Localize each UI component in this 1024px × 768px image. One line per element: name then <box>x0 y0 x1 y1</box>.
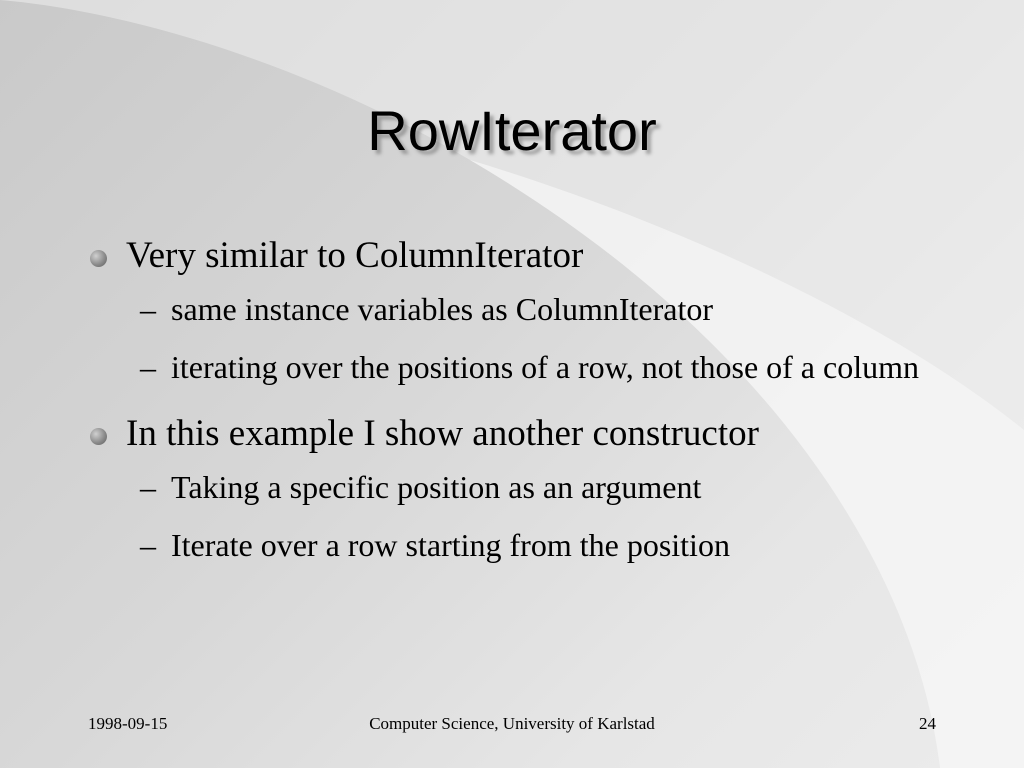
bullet-dot-icon <box>90 428 107 445</box>
bullet-dot-icon <box>90 250 107 267</box>
dash-marker: – <box>140 469 156 505</box>
sub-bullet-text: same instance variables as ColumnIterator <box>171 291 714 327</box>
dash-marker: – <box>140 291 156 327</box>
bullet-list <box>88 232 928 580</box>
sub-bullet-item <box>88 464 928 510</box>
sub-bullet-text: Iterate over a row starting from the position <box>171 527 730 563</box>
bullet-text: In this example I show another constructor <box>126 413 759 454</box>
slide-title: RowIterator <box>367 99 657 162</box>
dash-marker: – <box>140 349 156 385</box>
sub-bullet-text: iterating over the positions of a row, not those of a column <box>171 349 919 385</box>
bullet-item <box>88 410 928 458</box>
sub-bullet-item <box>88 286 928 332</box>
sub-bullet-item <box>88 344 928 390</box>
sub-bullet-item <box>88 522 928 568</box>
bullet-item <box>88 232 928 280</box>
sub-bullet-text: Taking a specific position as an argument <box>171 469 702 505</box>
footer-page-number: 24 <box>919 714 936 733</box>
dash-marker: – <box>140 527 156 563</box>
footer-date: 1998-09-15 <box>88 714 168 733</box>
bullet-text: Very similar to ColumnIterator <box>126 235 584 276</box>
footer-institution: Computer Science, University of Karlstad <box>369 714 655 733</box>
